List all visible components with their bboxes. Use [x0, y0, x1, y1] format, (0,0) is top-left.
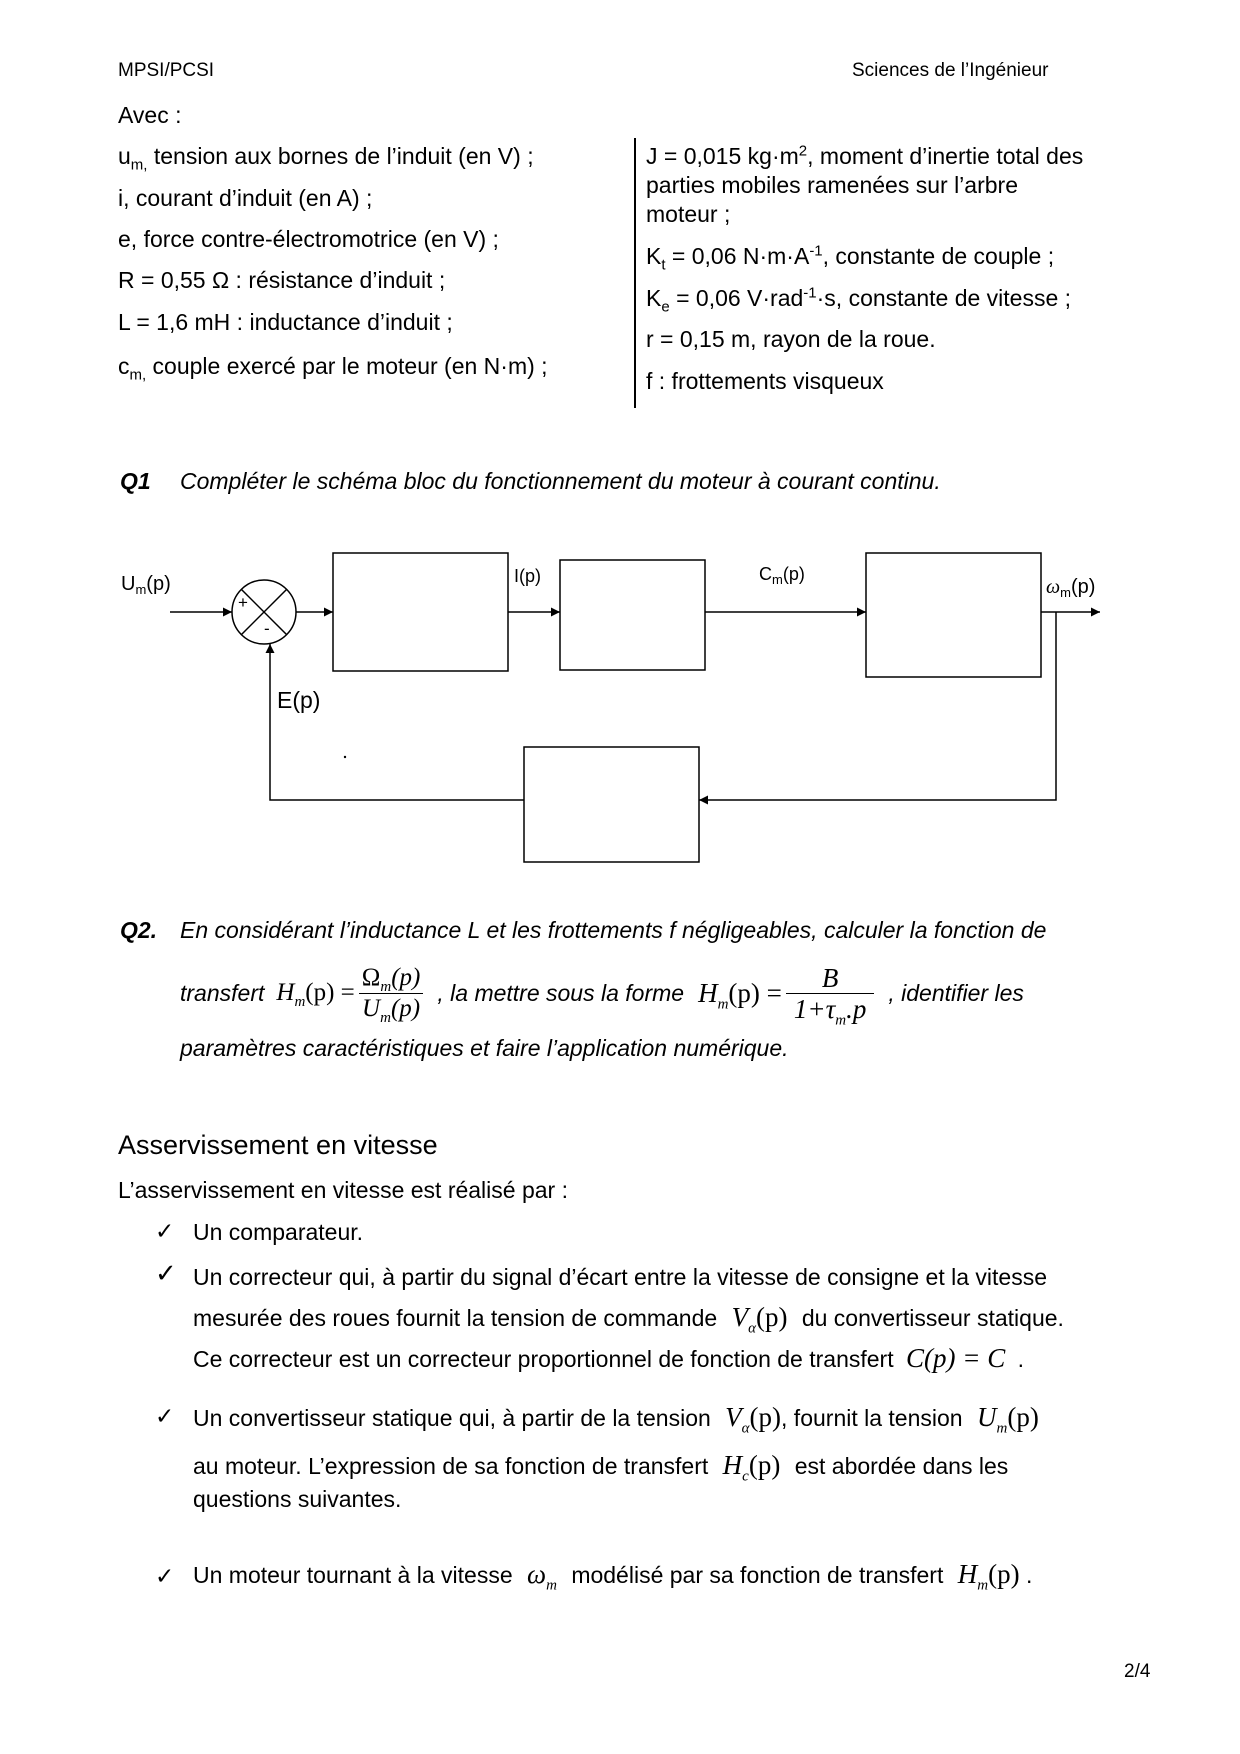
header-right: Sciences de l’Ingénieur [852, 60, 1049, 81]
section-intro: L’asservissement en vitesse est réalisé par : [118, 1177, 568, 1203]
param-J: J = 0,015 $kg\cdot m^2$, moment d’inertie total des [646, 142, 1084, 169]
item-2-line2: mesurée des roues fournit la tension de commande $V_\alpha(p)$ du convertisseur statique. [193, 1302, 1064, 1337]
label-input: $U_m(p)$ [121, 573, 171, 597]
section-title: Asservissement en vitesse [118, 1130, 438, 1160]
feedback-path-out [270, 644, 524, 800]
check-icon: ✓ [155, 1259, 177, 1289]
item-1: Un comparateur. [193, 1219, 364, 1245]
q1-label: Q1 [120, 468, 151, 494]
stray-dot [344, 756, 346, 758]
item-2-line3: Ce correcteur est un correcteur proportionnel de fonction de transfert C(p) = C . [193, 1343, 1024, 1373]
param-L: L = 1,6 mH : inductance d’induit ; [118, 309, 453, 335]
param-J-line2: parties mobiles ramenées sur l’arbre [646, 172, 1018, 198]
form-fraction: $\frac{B}{1+\tau_m.p}$ [786, 963, 874, 1024]
form-formula: $H_m(p)$ = [698, 978, 782, 1013]
check-icon: ✓ [155, 1219, 175, 1245]
hm-formula: $H_m(p)$ = [276, 979, 355, 1010]
param-i: i, courant d’induit (en A) ; [118, 185, 373, 211]
check-icon: ✓ [155, 1404, 175, 1430]
label-plus: + [238, 593, 248, 612]
param-cm: $c_{m,}$ couple exercé par le moteur (en N·m) ; [118, 353, 548, 384]
feedback-path-in [699, 612, 1056, 800]
q2-line3: paramètres caractéristiques et faire l’application numérique. [180, 1035, 789, 1061]
label-output: $\omega_m(p)$ [1046, 576, 1096, 600]
q1-text: Compléter le schéma bloc du fonctionnement du moteur à courant continu. [180, 468, 941, 494]
header-left: MPSI/PCSI [118, 60, 215, 81]
q2-line2: transfert $H_m(p)$ = $\frac{\Omega_m(p)}{U_m(p)}$ , la mettre sous la forme $H_m(p)$ = $\frac{B}{1+\tau_m.p}$ , identifier les [180, 962, 1024, 1028]
item-2-line1: Un correcteur qui, à partir du signal d’écart entre la vitesse de consigne et la vitesse [193, 1264, 1047, 1290]
block-1 [333, 553, 508, 671]
block-3 [866, 553, 1041, 677]
item-3-line2: au moteur. L’expression de sa fonction de transfert $H_c(p)$ est abordée dans les [193, 1450, 1009, 1485]
hm-fraction: $\frac{\Omega_m(p)}{U_m(p)}$ [359, 963, 424, 1024]
block-feedback [524, 747, 699, 862]
param-J-line3: moteur ; [646, 201, 731, 227]
page-number: 2/4 [1124, 1661, 1151, 1682]
param-Ke: $K_e = 0,06$ V·rad$^{-1}$·s, constante de vitesse ; [646, 284, 1072, 316]
q2-label: Q2. [120, 917, 158, 943]
label-feedback: E(p) [277, 687, 321, 713]
block-2 [560, 560, 705, 670]
item-3-line3: questions suivantes. [193, 1486, 402, 1512]
item-4: Un moteur tournant à la vitesse $\omega_m$ modélisé par sa fonction de transfert $H_m(p)$ . [193, 1559, 1033, 1594]
param-f: f : frottements visqueux [646, 368, 884, 394]
check-icon: ✓ [155, 1564, 175, 1590]
label-minus: - [264, 619, 270, 638]
param-r: r = 0,15 m, rayon de la roue. [646, 326, 936, 352]
param-e: e, force contre-électromotrice (en V) ; [118, 226, 499, 252]
avec-label: Avec : [118, 102, 182, 128]
param-Kt: $K_t = 0,06$ $N\cdot m\cdot A^{-1}$, constante de couple ; [646, 242, 1055, 274]
param-R: R = 0,55 Ω : résistance d’induit ; [118, 267, 446, 293]
label-torque: $C_m(p)$ [759, 564, 805, 587]
label-current: I(p) [514, 566, 541, 586]
q2-line1: En considérant l’inductance L et les frottements f négligeables, calculer la fonction de [180, 917, 1047, 943]
param-um: $u_{m,}$ tension aux bornes de l’induit (en V) ; [118, 143, 534, 174]
item-3-line1: Un convertisseur statique qui, à partir de la tension $V_\alpha(p)$, fournit la tension $U_m(p)$ [193, 1402, 1039, 1437]
